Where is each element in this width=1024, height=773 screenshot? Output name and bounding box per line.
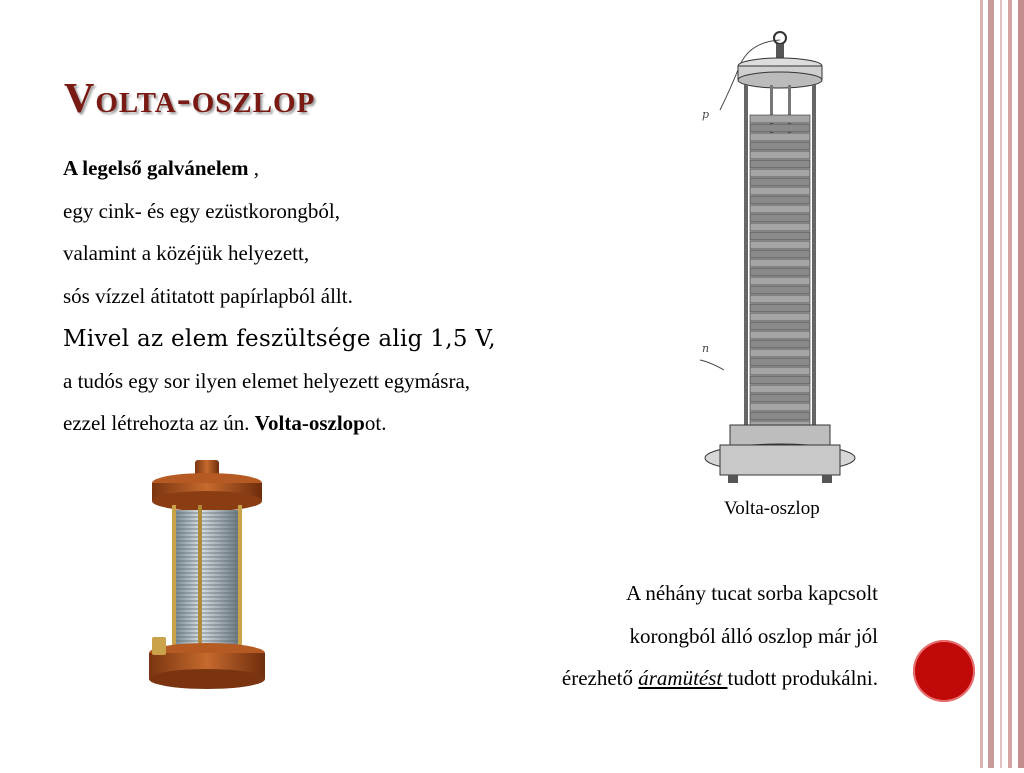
right-text-line-3-pre: érezhető — [561, 666, 639, 690]
right-text-line-3-post: tudott produkálni. — [727, 666, 878, 690]
text-line-4: sós vízzel átitatott papírlapból állt. — [63, 284, 353, 308]
right-text-line-2: korongból álló oszlop már jól — [629, 624, 878, 648]
text-bold-term: A legelső galvánelem — [63, 156, 249, 180]
text-line-6: a tudós egy sor ilyen elemet helyezett egymásra, — [63, 369, 471, 393]
text-line-7-pre: ezzel létrehozta az ún. — [63, 411, 255, 435]
text-line-1 — [63, 158, 259, 179]
volta-pile-photo — [140, 455, 275, 700]
right-text-line-1: A néhány tucat sorba kapcsolt — [626, 581, 878, 605]
text-line-2: egy cink- és egy ezüstkorongból, — [63, 199, 341, 223]
electric-shock-link[interactable]: áramütést — [638, 666, 728, 690]
decorative-border-stripes — [978, 0, 1024, 768]
text-bold-term-2: Volta-oszlop — [254, 411, 365, 435]
slide-title: Volta-oszlop — [64, 76, 316, 122]
text-line-5: Mivel az elem feszültsége alig 1,5 V, — [63, 326, 496, 352]
text-line-7-post: ot. — [364, 411, 387, 435]
text-line-7 — [63, 413, 386, 434]
decorative-red-circle — [913, 640, 975, 702]
svg-text:n: n — [702, 342, 710, 355]
right-text-line-3 — [562, 668, 878, 689]
volta-pile-engraving — [680, 30, 880, 490]
text-line-3: valamint a közéjük helyezett, — [63, 241, 310, 265]
text-line-1-rest: , — [248, 156, 259, 180]
svg-text:p: p — [702, 108, 710, 121]
image-caption: Volta-oszlop — [724, 498, 820, 519]
